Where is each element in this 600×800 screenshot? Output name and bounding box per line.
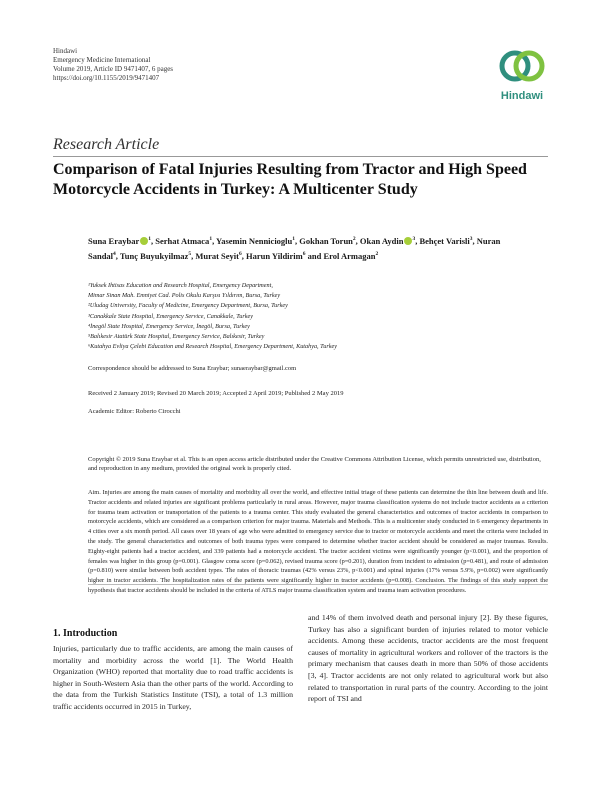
author-name[interactable]: [120, 251, 191, 261]
author-name-text: Erol Armagan: [323, 250, 376, 261]
affiliation-marker: 1: [292, 236, 296, 242]
logo-wordmark: Hindawi: [500, 90, 544, 102]
correspondence: Correspondence should be addressed to Suna Eraybar; sunaeraybar@gmail.com: [88, 365, 297, 372]
author-name-text: Tunç Buyukyilmaz: [119, 250, 189, 261]
author-name[interactable]: [195, 251, 241, 261]
author-name[interactable]: [155, 236, 212, 246]
author-name[interactable]: [216, 236, 295, 246]
header-divider: [53, 156, 548, 157]
hindawi-logo[interactable]: [496, 46, 548, 108]
affiliation-marker: 3: [412, 236, 416, 242]
author-name-text: Serhat Atmaca: [155, 235, 210, 246]
intro-column-right: and 14% of them involved death and personal injury [2]. By these figures, Turkey has also a significant burden of injuries related to motor vehicle accidents. Among these accidents, tractor accidents are the most frequent causes of mortality in agricultural workers and rollover of the tractors is the primary mechanism that causes death in more than 50% of those accidents [3, 4]. Tractor accidents are not only related to agricultural work but also related to transportation in rural parts of the country. According to the joint report of TSI and: [308, 613, 548, 704]
author-name-text: Suna Eraybar: [88, 235, 140, 246]
author-name[interactable]: [88, 236, 151, 246]
abstract-divider: [88, 584, 548, 585]
section-heading: 1. Introduction: [53, 628, 118, 639]
copyright-notice: Copyright © 2019 Suna Eraybar et al. This is an open access article distributed under the Creative Commons Attribution License, which permits unrestricted use, distribution, and reproduction in any medium, provided the original work is properly cited.: [88, 456, 541, 472]
author-name[interactable]: [246, 251, 306, 261]
paper-title: Comparison of Fatal Injuries Resulting from Tractor and High Speed Motorcycle Accidents in Turkey: A Multicenter Study: [53, 161, 527, 198]
doi-link[interactable]: https://doi.org/10.1155/2019/9471407: [53, 74, 160, 82]
affiliation: ²Uludag University, Faculty of Medicine, Emergency Department, Bursa, Turkey: [88, 302, 288, 310]
affiliation: ⁴İnegöl State Hospital, Emergency Service, İnegöl, Bursa, Turkey: [88, 322, 250, 330]
author-list: Suna Eraybar $^1$, Serhat Atmaca$^1$, Yasemin Nennicioglu$^1$, Gokhan Torun$^2$, Okan Aydin $^3$, Behçet Varisli$^3$, Nuran Sandal$^4$, Tunç Buyukyilmaz$^5$, Murat Seyit$^6$, Harun Yildirim$^6$ and Erol Armagan$^2$: [88, 235, 501, 261]
publication-dates: Received 2 January 2019; Revised 20 March 2019; Accepted 2 April 2019; Published 2 May 2019: [88, 390, 344, 397]
author-name[interactable]: [323, 251, 378, 261]
journal-info: [53, 47, 173, 83]
abstract: Aim. Injuries are among the main causes of mortality and morbidity all over the world, and effective initial triage of these patients can determine the thin line between death and life. Tractor accidents and related injuries are significant problems particularly in rural areas. However, major trauma classification systems do not include tractor accidents as a criterion for trauma team activation or transportation of the patients to a trauma center. This study evaluated the general characteristics and outcomes of tractor accidents in comparison to motorcycle accidents, which are considered as a comparison criterion for major trauma. Materials and Methods. This is a multicenter study conducted in 6 emergency departments in 4 cities over a six month period. All cases over 18 years of age who were admitted to emergency service due to tractor or motorcycle accidents and meet the criteria were included in the study. The general characteristics and outcomes of both trauma types were compared to determine whether tractor accident should be considered as major traumas. Results. Eighty-eight patients had a tractor accident, and 339 patients had a motorcycle accident. The tractor accident victims were significantly younger (p<0.001), and the proportion of females was higher in this group (p=0.001). Glasgow coma score (p=0.062), revised trauma score (p=0.201), duration from incident to admission (p=0.481), and route of admission (p=0.810) were similar between both accident types. The rates of thoracic traumas (42% versus 23%, p<0.001) and spinal injuries (17% versus 5.9%, p=0.002) were significantly higher in tractor accidents. The hospitalization rates of the patients were significantly higher in tractor accidents (p=0.008). Conclusion. The findings of this study support the hypothesis that tractor accidents should be included in the criteria of ATLS major trauma classification system and trauma team activation procedures.: [88, 489, 548, 594]
affiliation-marker: 3: [469, 236, 473, 242]
author-name[interactable]: [299, 236, 355, 246]
affiliation-marker: 1: [148, 236, 151, 242]
affiliation-marker: 1: [209, 236, 213, 242]
intro-column-left: Injuries, particularly due to traffic accidents, are among the main causes of mortality and morbidity across the world [1]. The World Health Organization (WHO) reported that mortality due to road traffic accidents is higher in South-Western Asia than the other parts of the world. According to the data from the Turkish Statistics Institute (TSI), a total of 1.3 million traffic accidents occurred in 2015 in Turkey,: [53, 644, 293, 711]
article-type: Research Article: [53, 136, 160, 153]
author-name-text: Okan Aydin: [359, 235, 404, 246]
academic-editor: Academic Editor: Roberto Cirocchi: [88, 408, 181, 415]
affiliation-marker: 2: [352, 236, 356, 242]
affiliation-list: [88, 281, 528, 352]
author-name[interactable]: [419, 236, 472, 246]
affiliation: ¹Yuksek Ihtisas Education and Research Hospital, Emergency Department,: [88, 282, 273, 289]
publisher-name: Hindawi: [53, 47, 78, 55]
affiliation-marker: 6: [239, 250, 242, 257]
author-name-text: Murat Seyit: [195, 250, 239, 261]
author-name[interactable]: [360, 236, 415, 246]
affiliation: ⁶Kutahya Evliya Çelebi Education and Research Hospital, Emergency Department, Kutahya, Turkey: [88, 343, 337, 351]
affiliation-marker: 4: [113, 250, 116, 257]
hindawi-logo-icon: [496, 46, 548, 90]
author-name-text: Harun Yildirim: [246, 250, 303, 261]
affiliation-marker: 2: [375, 250, 379, 257]
affiliation: ⁵Balıkesir Atatürk State Hospital, Emergency Service, Balıkesir, Turkey: [88, 333, 265, 341]
author-name-text: Gokhan Torun: [299, 235, 353, 246]
author-name-text: Behçet Varisli: [419, 235, 470, 246]
affiliation-marker: 5: [188, 250, 192, 257]
author-name-text: Yasemin Nennicioglu: [216, 235, 293, 246]
affiliation: Mimar Sinan Mah. Emniyet Cad. Polis Okulu Karşısı Yıldırım, Bursa, Turkey: [88, 292, 281, 300]
affiliation: ³Canakkale State Hospital, Emergency Service, Canakkale, Turkey: [88, 312, 254, 320]
journal-name: Emergency Medicine International: [53, 56, 151, 64]
volume-info: Volume 2019, Article ID 9471407, 6 pages: [53, 65, 174, 73]
affiliation-marker: 6: [302, 250, 306, 257]
author-name-text: Nuran Sandal: [88, 235, 501, 261]
